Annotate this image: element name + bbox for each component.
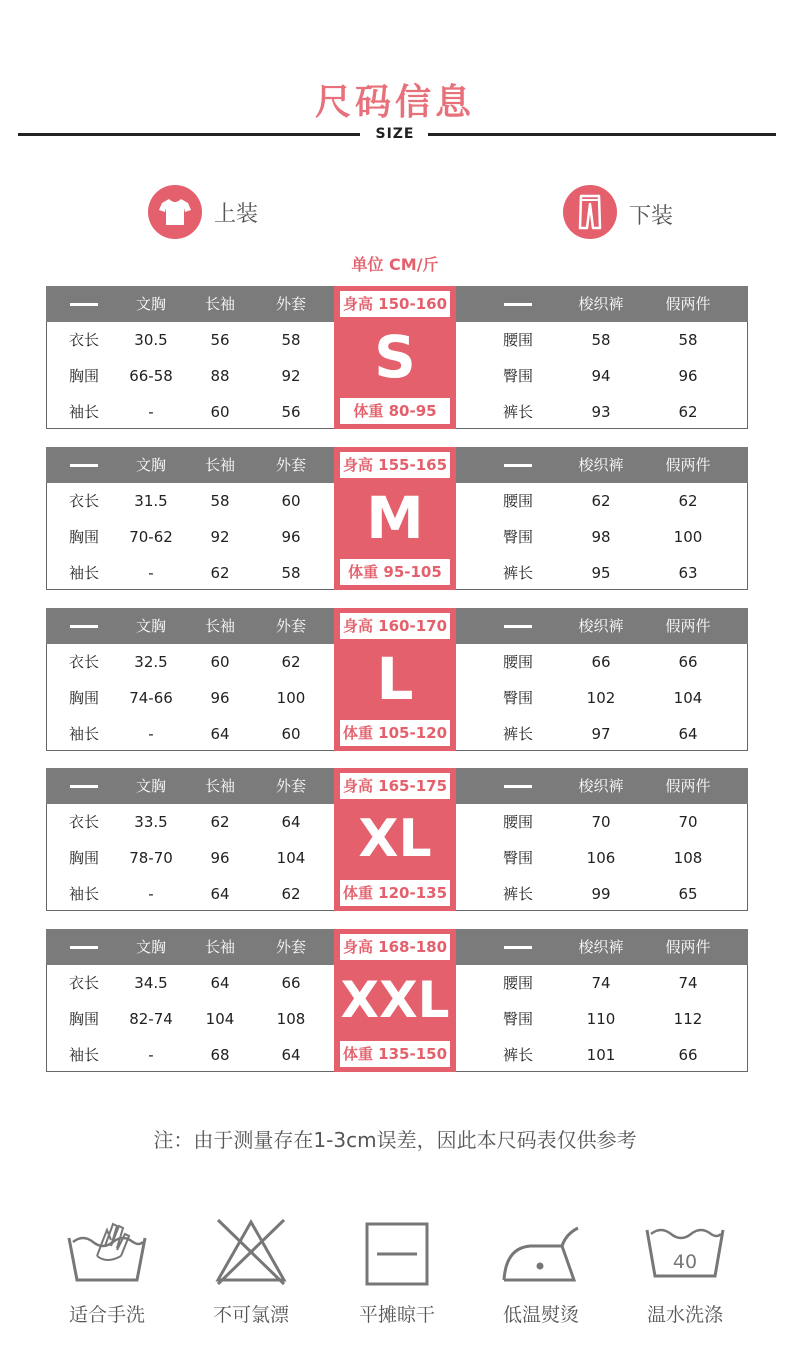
table-cell: 104 xyxy=(673,689,703,707)
header-cell: 文胸 xyxy=(135,456,166,474)
row-label: 袖长 xyxy=(68,725,99,743)
table-cell: 78-70 xyxy=(129,849,173,867)
table-cell: 62 xyxy=(281,653,301,671)
table-cell: 62 xyxy=(210,813,230,831)
header-cell: 长袖 xyxy=(204,617,235,635)
row-label: 裤长 xyxy=(502,725,533,743)
table-cell: 97 xyxy=(591,725,611,743)
table-cell: - xyxy=(148,885,154,903)
size-block-m xyxy=(46,447,748,590)
row-label: 胸围 xyxy=(68,689,99,707)
table-cell: 93 xyxy=(591,403,611,421)
header-cell: 外套 xyxy=(275,938,306,956)
size-panel xyxy=(334,929,456,1072)
header-cell: 外套 xyxy=(275,617,306,635)
table-cell: 64 xyxy=(210,885,230,903)
header-cell: 长袖 xyxy=(204,938,235,956)
size-block-l xyxy=(46,608,748,751)
header-cell: 假两件 xyxy=(665,617,711,635)
wash-40-icon xyxy=(610,1210,760,1286)
header-dash xyxy=(70,785,98,788)
row-label: 腰围 xyxy=(502,813,533,831)
weight-range: 体重 120-135 xyxy=(340,880,450,906)
row-label: 袖长 xyxy=(68,564,99,582)
table-cell: - xyxy=(148,564,154,582)
size-block-s xyxy=(46,286,748,429)
row-label: 袖长 xyxy=(68,403,99,421)
size-panel xyxy=(334,286,456,429)
header-dash xyxy=(504,625,532,628)
table-cell: 88 xyxy=(210,367,230,385)
care-label: 不可氯漂 xyxy=(212,1304,289,1326)
table-cell: 74-66 xyxy=(129,689,173,707)
dry-flat-icon xyxy=(322,1210,472,1286)
measurement-note: 注：由于测量存在1-3cm误差，因此本尺码表仅供参考 xyxy=(153,1128,637,1152)
table-cell: 70-62 xyxy=(129,528,173,546)
table-cell: 66 xyxy=(281,974,301,992)
care-label: 低温熨烫 xyxy=(502,1304,579,1326)
table-cell: 34.5 xyxy=(134,974,168,992)
header-cell: 假两件 xyxy=(665,456,711,474)
unit-label: 单位 CM/斤 xyxy=(351,255,439,274)
subtitle: SIZE xyxy=(375,126,415,142)
table-cell: 66-58 xyxy=(129,367,173,385)
category-bottom-label: 下装 xyxy=(629,204,674,229)
height-range: 身高 168-180 xyxy=(340,934,450,960)
row-label: 臀围 xyxy=(502,849,533,867)
header-dash xyxy=(504,464,532,467)
low-iron-icon xyxy=(466,1210,616,1286)
size-block-xl xyxy=(46,768,748,911)
size-label: XXL xyxy=(340,971,450,1029)
header-dash xyxy=(70,946,98,949)
header-dash xyxy=(504,303,532,306)
table-cell: 58 xyxy=(591,331,611,349)
table-cell: 60 xyxy=(281,725,301,743)
table-cell: 62 xyxy=(210,564,230,582)
table-cell: 108 xyxy=(673,849,703,867)
care-item xyxy=(32,1210,182,1327)
row-label: 衣长 xyxy=(68,653,99,671)
table-cell: 99 xyxy=(591,885,611,903)
table-cell: 62 xyxy=(281,885,301,903)
table-cell: 66 xyxy=(591,653,611,671)
row-label: 胸围 xyxy=(68,528,99,546)
table-cell: 64 xyxy=(281,1046,301,1064)
table-cell: 74 xyxy=(678,974,698,992)
row-label: 腰围 xyxy=(502,974,533,992)
header-cell: 文胸 xyxy=(135,295,166,313)
header-cell: 外套 xyxy=(275,295,306,313)
header-cell: 长袖 xyxy=(204,777,235,795)
height-range: 身高 160-170 xyxy=(340,613,450,639)
weight-range: 体重 80-95 xyxy=(340,398,450,424)
header-cell: 外套 xyxy=(275,777,306,795)
care-item xyxy=(176,1210,326,1327)
header-cell: 文胸 xyxy=(135,777,166,795)
table-cell: 62 xyxy=(591,492,611,510)
table-cell: 64 xyxy=(210,974,230,992)
care-label: 平摊晾干 xyxy=(358,1304,435,1326)
table-cell: 30.5 xyxy=(134,331,168,349)
category-top-label: 上装 xyxy=(214,202,259,227)
table-cell: 92 xyxy=(210,528,230,546)
header-dash xyxy=(70,625,98,628)
row-label: 袖长 xyxy=(68,1046,99,1064)
header-cell: 外套 xyxy=(275,456,306,474)
table-cell: 64 xyxy=(678,725,698,743)
row-label: 臀围 xyxy=(502,1010,533,1028)
row-label: 胸围 xyxy=(68,1010,99,1028)
table-cell: 96 xyxy=(210,689,230,707)
hand-wash-icon xyxy=(32,1210,182,1286)
table-cell: 100 xyxy=(276,689,306,707)
row-label: 袖长 xyxy=(68,885,99,903)
table-cell: 100 xyxy=(673,528,703,546)
row-label: 衣长 xyxy=(68,974,99,992)
table-cell: 62 xyxy=(678,403,698,421)
table-cell: 58 xyxy=(281,331,301,349)
height-range: 身高 155-165 xyxy=(340,452,450,478)
table-cell: 60 xyxy=(210,653,230,671)
header-dash xyxy=(70,303,98,306)
table-cell: 96 xyxy=(678,367,698,385)
table-cell: 96 xyxy=(281,528,301,546)
care-item xyxy=(322,1210,472,1327)
table-cell: 95 xyxy=(591,564,611,582)
row-label: 裤长 xyxy=(502,564,533,582)
table-cell: 66 xyxy=(678,653,698,671)
weight-range: 体重 95-105 xyxy=(340,559,450,585)
row-label: 腰围 xyxy=(502,331,533,349)
row-label: 衣长 xyxy=(68,331,99,349)
row-label: 胸围 xyxy=(68,367,99,385)
header-cell: 长袖 xyxy=(204,295,235,313)
header-cell: 文胸 xyxy=(135,617,166,635)
header-cell: 假两件 xyxy=(665,938,711,956)
trousers-icon xyxy=(563,185,617,239)
size-label: S xyxy=(374,323,416,391)
header-dash xyxy=(70,464,98,467)
table-cell: 60 xyxy=(210,403,230,421)
row-label: 臀围 xyxy=(502,528,533,546)
svg-text:40: 40 xyxy=(672,1251,698,1273)
height-range: 身高 165-175 xyxy=(340,773,450,799)
table-cell: - xyxy=(148,1046,154,1064)
header-cell: 长袖 xyxy=(204,456,235,474)
table-cell: 108 xyxy=(276,1010,306,1028)
table-cell: 110 xyxy=(586,1010,616,1028)
table-cell: 65 xyxy=(678,885,698,903)
table-cell: 104 xyxy=(276,849,306,867)
header-cell: 梭织裤 xyxy=(578,617,624,635)
table-cell: 60 xyxy=(281,492,301,510)
header-cell: 梭织裤 xyxy=(578,777,624,795)
care-item xyxy=(610,1210,760,1327)
table-cell: 32.5 xyxy=(134,653,168,671)
row-label: 裤长 xyxy=(502,1046,533,1064)
row-label: 腰围 xyxy=(502,492,533,510)
table-cell: 74 xyxy=(591,974,611,992)
table-cell: 64 xyxy=(210,725,230,743)
size-panel xyxy=(334,768,456,911)
table-cell: 70 xyxy=(678,813,698,831)
size-panel xyxy=(334,608,456,751)
row-label: 臀围 xyxy=(502,367,533,385)
table-cell: 96 xyxy=(210,849,230,867)
row-label: 裤长 xyxy=(502,885,533,903)
table-cell: 31.5 xyxy=(134,492,168,510)
row-label: 臀围 xyxy=(502,689,533,707)
table-cell: 68 xyxy=(210,1046,230,1064)
row-label: 胸围 xyxy=(68,849,99,867)
table-cell: 98 xyxy=(591,528,611,546)
header-dash xyxy=(504,785,532,788)
header-dash xyxy=(504,946,532,949)
weight-range: 体重 105-120 xyxy=(340,720,450,746)
table-cell: 63 xyxy=(678,564,698,582)
header-cell: 假两件 xyxy=(665,777,711,795)
table-cell: 101 xyxy=(586,1046,616,1064)
header-cell: 梭织裤 xyxy=(578,295,624,313)
table-cell: 58 xyxy=(678,331,698,349)
table-cell: - xyxy=(148,403,154,421)
table-cell: 56 xyxy=(281,403,301,421)
header-cell: 梭织裤 xyxy=(578,938,624,956)
no-bleach-icon xyxy=(176,1210,326,1286)
header-cell: 文胸 xyxy=(135,938,166,956)
table-cell: 58 xyxy=(281,564,301,582)
table-cell: - xyxy=(148,725,154,743)
care-label: 温水洗涤 xyxy=(646,1304,723,1326)
table-cell: 94 xyxy=(591,367,611,385)
table-cell: 102 xyxy=(586,689,616,707)
table-cell: 64 xyxy=(281,813,301,831)
table-cell: 104 xyxy=(205,1010,235,1028)
row-label: 裤长 xyxy=(502,403,533,421)
shirt-icon xyxy=(148,185,202,239)
table-cell: 92 xyxy=(281,367,301,385)
table-cell: 56 xyxy=(210,331,230,349)
size-label: M xyxy=(366,484,424,552)
size-panel xyxy=(334,447,456,590)
height-range: 身高 150-160 xyxy=(340,291,450,317)
table-cell: 58 xyxy=(210,492,230,510)
table-cell: 82-74 xyxy=(129,1010,173,1028)
table-cell: 33.5 xyxy=(134,813,168,831)
table-cell: 106 xyxy=(586,849,616,867)
weight-range: 体重 135-150 xyxy=(340,1041,450,1067)
row-label: 衣长 xyxy=(68,492,99,510)
care-label: 适合手洗 xyxy=(68,1304,145,1326)
size-label: L xyxy=(376,645,414,713)
table-cell: 66 xyxy=(678,1046,698,1064)
size-block-xxl xyxy=(46,929,748,1072)
row-label: 衣长 xyxy=(68,813,99,831)
size-label: XL xyxy=(358,809,432,869)
page-title: 尺码信息 xyxy=(314,82,475,123)
header-cell: 梭织裤 xyxy=(578,456,624,474)
table-cell: 70 xyxy=(591,813,611,831)
header-cell: 假两件 xyxy=(665,295,711,313)
row-label: 腰围 xyxy=(502,653,533,671)
care-item xyxy=(466,1210,616,1327)
table-cell: 112 xyxy=(673,1010,703,1028)
table-cell: 62 xyxy=(678,492,698,510)
